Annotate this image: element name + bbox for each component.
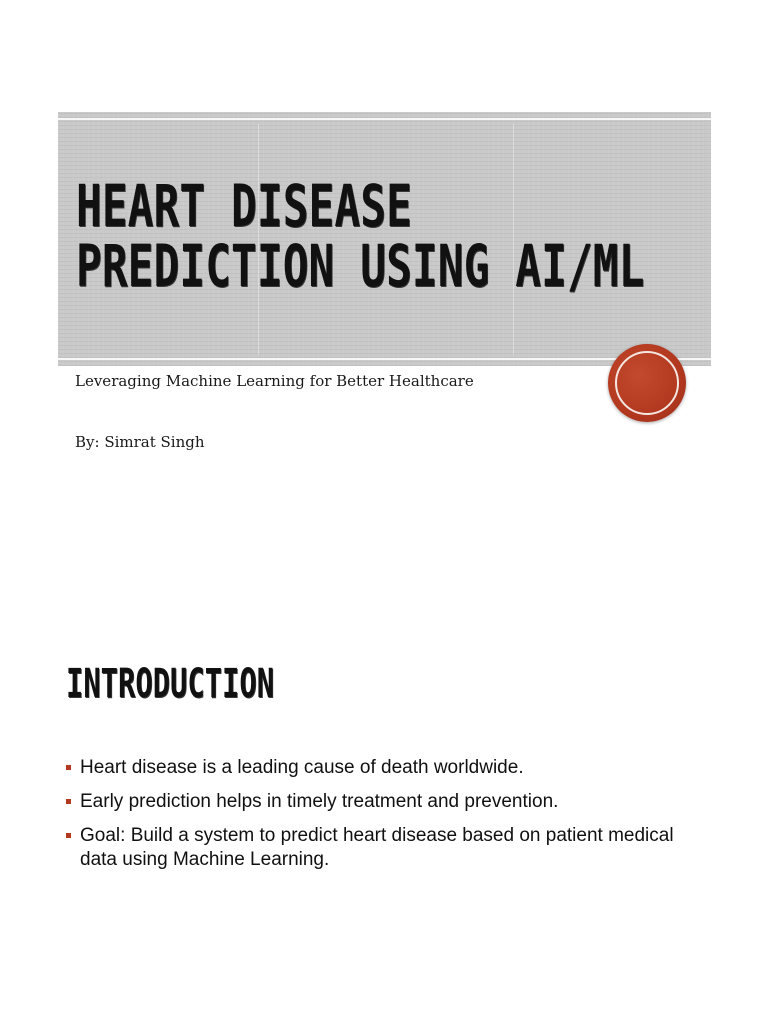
bullet-text: Heart disease is a leading cause of death worldwide. — [80, 757, 524, 778]
list-item — [66, 790, 706, 814]
slide-subtitle: Leveraging Machine Learning for Better Healthcare — [75, 372, 474, 390]
title-line-2: PREDICTION USING AI/ML — [76, 232, 645, 300]
list-item — [66, 756, 706, 780]
section-heading — [66, 662, 274, 706]
title-band — [58, 112, 711, 366]
author-byline: By: Simrat Singh — [75, 433, 205, 451]
bullet-list — [66, 756, 706, 882]
square-bullet-icon — [66, 799, 71, 804]
list-item — [66, 824, 706, 872]
introduction-slide — [0, 512, 768, 1024]
bullet-text: Goal: Build a system to predict heart disease based on patient medical data using Machine Learning. — [80, 825, 674, 870]
title-line-1: HEART DISEASE — [76, 172, 412, 240]
square-bullet-icon — [66, 765, 71, 770]
slide-title — [76, 172, 645, 300]
square-bullet-icon — [66, 833, 71, 838]
decorative-circle-icon — [608, 344, 686, 422]
heading-text: INTRODUCTION — [66, 661, 275, 707]
bullet-text: Early prediction helps in timely treatment and prevention. — [80, 791, 559, 812]
